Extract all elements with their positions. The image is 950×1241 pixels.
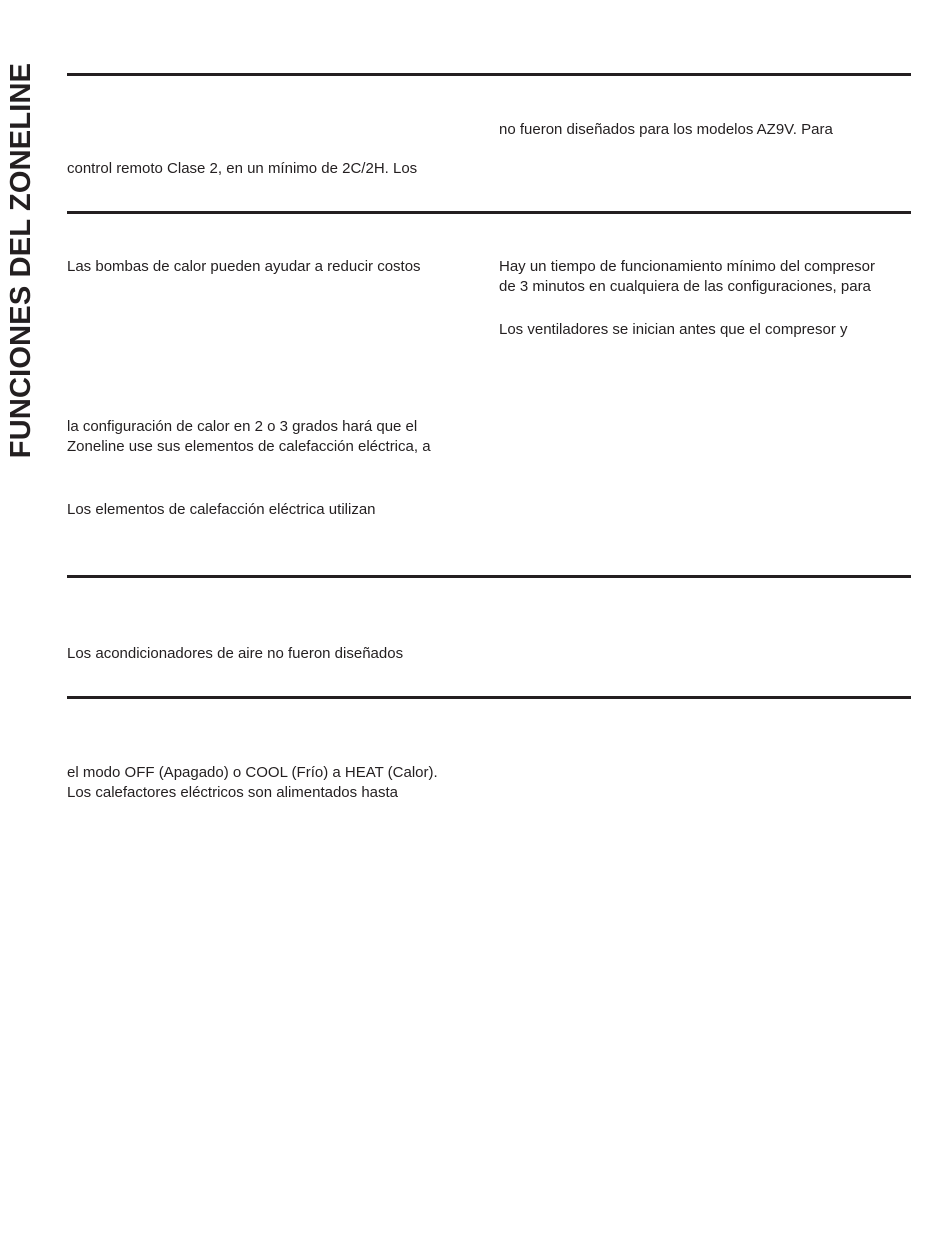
section-divider-3 (67, 575, 911, 578)
section-2-right-text-1: Hay un tiempo de funcionamiento mínimo del compresor (499, 258, 876, 275)
side-section-title-text: FUNCIONES DEL ZONELINE (5, 62, 38, 458)
section-1-right-text-1: no fueron diseñados para los modelos AZ9V. Para (499, 121, 833, 138)
section-divider-2 (67, 211, 911, 214)
section-4-left-text-1: el modo OFF (Apagado) o COOL (Frío) a HEAT (Calor). (67, 764, 438, 781)
section-4-left-text-2: Los calefactores eléctricos son alimentados hasta (67, 784, 399, 801)
section-1-left-text-1: control remoto Clase 2, en un mínimo de 2C/2H. Los (67, 160, 418, 177)
section-divider-4 (67, 696, 911, 699)
section-2-left-text-1: Las bombas de calor pueden ayudar a reducir costos (67, 258, 421, 275)
section-2-left-text-3: Zoneline use sus elementos de calefacción eléctrica, a (67, 438, 431, 455)
section-2-right-text-3: Los ventiladores se inician antes que el compresor y (499, 321, 848, 338)
section-divider-1 (67, 73, 911, 76)
section-3-left-text-1: Los acondicionadores de aire no fueron diseñados (67, 645, 404, 662)
section-2-left-text-4: Los elementos de calefacción eléctrica utilizan (67, 501, 376, 518)
section-2-left-text-2: la configuración de calor en 2 o 3 grados hará que el (67, 418, 418, 435)
side-section-title (2, 40, 42, 480)
section-2-right-text-2: de 3 minutos en cualquiera de las configuraciones, para (499, 278, 871, 295)
